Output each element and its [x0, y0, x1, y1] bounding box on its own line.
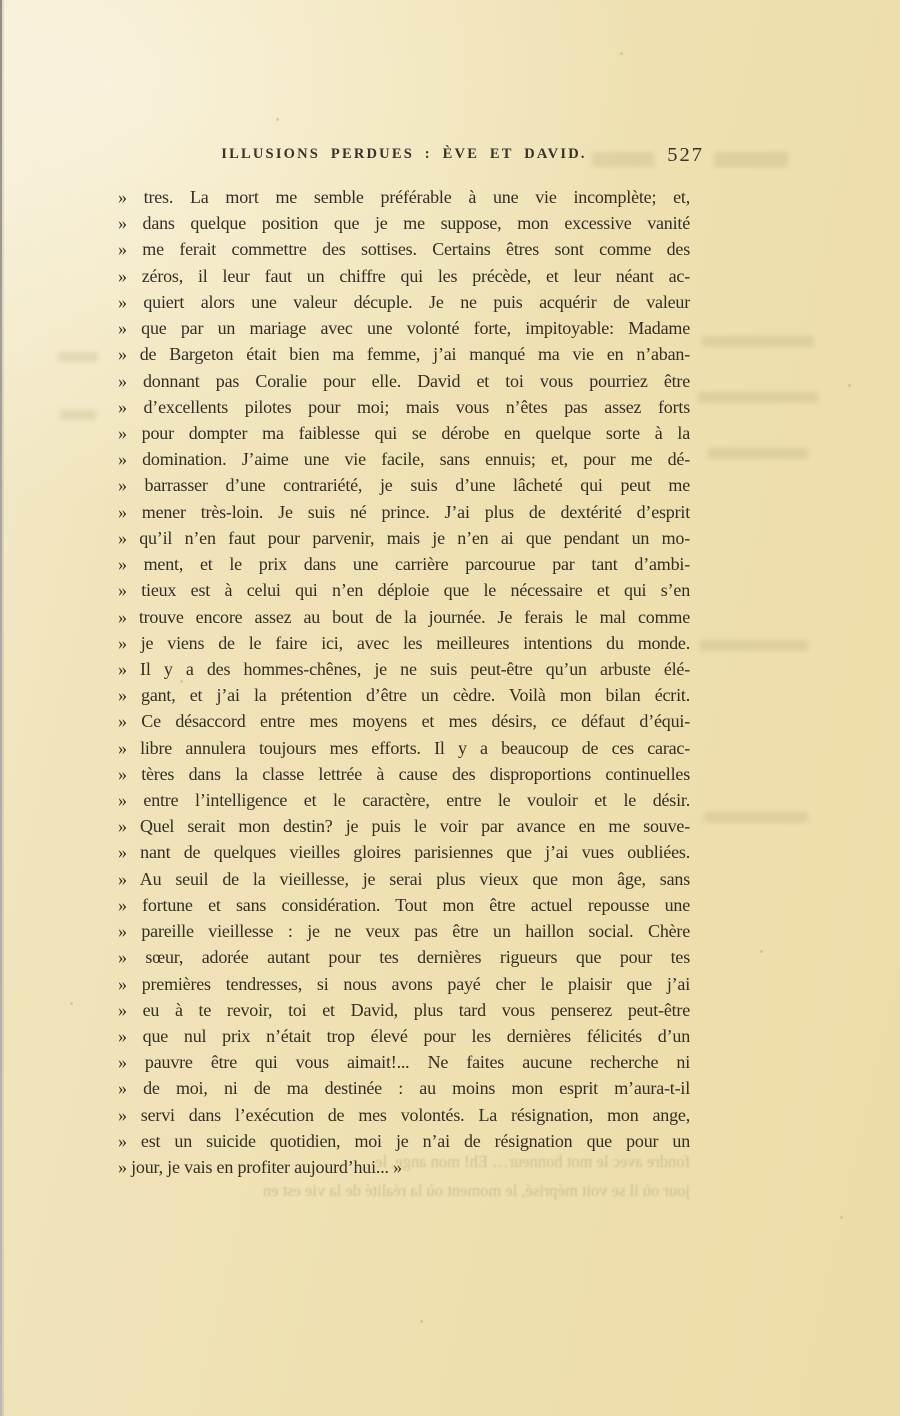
text-line: » Ce désaccord entre mes moyens et mes désirs, ce défaut d’équi-	[118, 711, 690, 732]
text-line: » servi dans l’exécution de mes volontés. La résignation, mon ange,	[118, 1104, 690, 1125]
text-line: » que par un mariage avec une volonté forte, impitoyable: Madame	[118, 318, 690, 339]
bleed-through-smudge	[60, 410, 96, 420]
text-line: » de moi, ni de ma destinée : au moins mon esprit m’aura-t-il	[118, 1078, 690, 1099]
bleed-through-smudge	[592, 152, 654, 167]
bleed-through-smudge	[702, 336, 814, 347]
text-line: » dans quelque position que je me suppose, mon excessive vanité	[118, 213, 690, 234]
paper-speck	[620, 52, 623, 55]
paper-speck	[848, 384, 851, 387]
text-line: » entre l’intelligence et le caractère, entre le vouloir et le désir.	[118, 790, 690, 811]
text-line: » sœur, adorée autant pour tes dernières rigueurs que pour tes	[118, 947, 690, 968]
text-line: » libre annulera toujours mes efforts. Il y a beaucoup de ces carac-	[118, 737, 690, 758]
text-line: » trouve encore assez au bout de la journée. Je ferais le mal comme	[118, 606, 690, 627]
text-line: » eu à te revoir, toi et David, plus tard vous penserez peut-être	[118, 999, 690, 1020]
paper-speck	[276, 118, 279, 121]
text-line: » tieux est à celui qui n’en déploie que le nécessaire et qui s’en	[118, 580, 690, 601]
scan-edge-shadow-inner	[2, 0, 4, 1416]
text-line: » pauvre être qui vous aimait!... Ne faites aucune recherche ni	[118, 1052, 690, 1073]
text-line: » quiert alors une valeur décuple. Je ne puis acquérir de valeur	[118, 291, 690, 312]
text-line: » ment, et le prix dans une carrière parcourue par tant d’ambi-	[118, 554, 690, 575]
bleed-through-smudge	[708, 448, 808, 459]
text-line: » zéros, il leur faut un chiffre qui les précède, et leur néant ac-	[118, 265, 690, 286]
text-line: » me ferait commettre des sottises. Certains êtres sont comme des	[118, 239, 690, 260]
bleed-through-text: fondre avec le mot honneur… Eh! mon ange, le	[375, 1152, 690, 1171]
text-line: » tres. La mort me semble préférable à une vie incomplète; et,	[118, 187, 690, 207]
paper-speck	[420, 1320, 423, 1323]
text-line: » est un suicide quotidien, moi je n’ai de résignation que pour un	[118, 1130, 690, 1151]
text-line: » gant, et j’ai la prétention d’être un cèdre. Voilà mon bilan écrit.	[118, 685, 690, 706]
text-line: » tères dans la classe lettrée à cause des disproportions continuelles	[118, 763, 690, 784]
paper-speck	[70, 1002, 73, 1005]
paper-speck	[180, 680, 183, 683]
text-line: » fortune et sans considération. Tout mon être actuel repousse une	[118, 894, 690, 915]
paper-speck	[760, 950, 763, 953]
bleed-through-smudge	[704, 812, 808, 823]
text-line: » barrasser d’une contrariété, je suis d’une lâcheté qui peut me	[118, 475, 690, 496]
text-line: » Au seuil de la vieillesse, je serai plus vieux que mon âge, sans	[118, 868, 690, 889]
bleed-through-smudge	[714, 152, 788, 167]
text-line: » Il y a des hommes-chênes, je ne suis peut-être qu’un arbuste élé-	[118, 658, 690, 679]
paper-speck	[840, 1216, 843, 1219]
text-line: » pour dompter ma faiblesse qui se dérobe en quelque sorte à la	[118, 422, 690, 443]
text-line: » nant de quelques vieilles gloires parisiennes que j’ai vues oubliées.	[118, 842, 690, 863]
bleed-through-text: jour où il se voit méprisé, le moment où la réalité de la vie est en	[262, 1181, 690, 1200]
bleed-through-smudge	[58, 352, 98, 362]
text-line: » d’excellents pilotes pour moi; mais vous n’êtes pas assez forts	[118, 396, 690, 417]
text-line: » de Bargeton était bien ma femme, j’ai manqué ma vie en n’aban-	[118, 344, 690, 365]
text-line: » je viens de le faire ici, avec les meilleures intentions du monde.	[118, 632, 690, 653]
text-line: » mener très-loin. Je suis né prince. J’ai plus de dextérité d’esprit	[118, 501, 690, 522]
bleed-through-smudge	[700, 640, 808, 651]
body-text	[118, 184, 690, 1180]
text-line: » que nul prix n’était trop élevé pour les dernières félicités d’un	[118, 1026, 690, 1046]
page-title: ILLUSIONS PERDUES : ÈVE ET DAVID.	[221, 146, 587, 162]
text-line: » jour, je vais en profiter aujourd’hui... »	[118, 1157, 402, 1178]
page-number: 527	[667, 144, 704, 166]
text-line: » pareille vieillesse : je ne veux pas être un haillon social. Chère	[118, 921, 690, 942]
bleed-through-smudge	[698, 392, 818, 403]
text-line: » qu’il n’en faut pour parvenir, mais je n’en ai que pendant un mo-	[118, 527, 690, 548]
text-line: » domination. J’aime une vie facile, sans ennuis; et, pour me dé-	[118, 449, 690, 470]
text-line: » donnant pas Coralie pour elle. David et toi vous pourriez être	[118, 370, 690, 391]
text-line: » Quel serait mon destin? je puis le voir par avance en me souve-	[118, 816, 690, 837]
text-line: » premières tendresses, si nous avons payé cher le plaisir que j’ai	[118, 973, 690, 994]
